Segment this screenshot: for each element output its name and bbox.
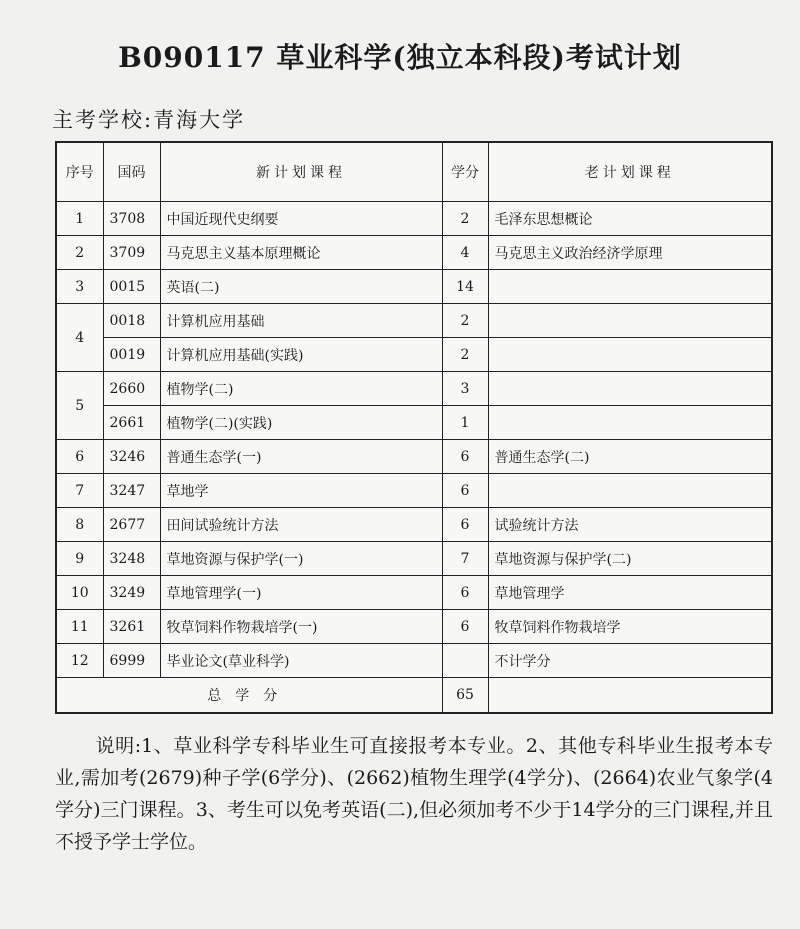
cell-old-course <box>488 372 772 406</box>
cell-code: 2660 <box>103 372 160 406</box>
cell-new-course: 计算机应用基础 <box>160 304 442 338</box>
cell-credit: 7 <box>442 542 488 576</box>
cell-old-course: 草地资源与保护学(二) <box>488 542 772 576</box>
total-empty-cell <box>488 678 772 714</box>
cell-code: 3709 <box>103 236 160 270</box>
cell-seq: 4 <box>56 304 103 372</box>
cell-credit: 14 <box>442 270 488 304</box>
cell-old-course <box>488 304 772 338</box>
cell-old-course: 牧草饲料作物栽培学 <box>488 610 772 644</box>
cell-old-course <box>488 270 772 304</box>
cell-code: 0018 <box>103 304 160 338</box>
school-label: 主考学校:青海大学 <box>52 108 246 132</box>
cell-code: 3261 <box>103 610 160 644</box>
header-credit: 学分 <box>442 142 488 202</box>
cell-credit: 2 <box>442 304 488 338</box>
cell-new-course: 植物学(二) <box>160 372 442 406</box>
total-label: 总学分 <box>56 678 442 714</box>
table-row <box>56 236 772 270</box>
cell-old-course <box>488 474 772 508</box>
cell-code: 3708 <box>103 202 160 236</box>
table-header-row <box>56 142 772 202</box>
cell-code: 3248 <box>103 542 160 576</box>
table-row <box>56 542 772 576</box>
cell-code: 0019 <box>103 338 160 372</box>
cell-new-course: 普通生态学(一) <box>160 440 442 474</box>
cell-new-course: 毕业论文(草业科学) <box>160 644 442 678</box>
cell-new-course: 草地管理学(一) <box>160 576 442 610</box>
cell-code: 3249 <box>103 576 160 610</box>
cell-seq: 2 <box>56 236 103 270</box>
cell-credit: 6 <box>442 508 488 542</box>
cell-new-course: 植物学(二)(实践) <box>160 406 442 440</box>
cell-new-course: 田间试验统计方法 <box>160 508 442 542</box>
cell-new-course: 草地学 <box>160 474 442 508</box>
cell-new-course: 草地资源与保护学(一) <box>160 542 442 576</box>
cell-seq: 8 <box>56 508 103 542</box>
cell-credit: 2 <box>442 202 488 236</box>
cell-seq: 5 <box>56 372 103 440</box>
total-row <box>56 678 772 714</box>
cell-credit: 4 <box>442 236 488 270</box>
table-row <box>56 610 772 644</box>
cell-seq: 9 <box>56 542 103 576</box>
cell-new-course: 中国近现代史纲要 <box>160 202 442 236</box>
cell-old-course: 马克思主义政治经济学原理 <box>488 236 772 270</box>
table-row <box>56 270 772 304</box>
header-code: 国码 <box>103 142 160 202</box>
header-seq: 序号 <box>56 142 103 202</box>
cell-old-course: 草地管理学 <box>488 576 772 610</box>
cell-seq: 11 <box>56 610 103 644</box>
cell-code: 6999 <box>103 644 160 678</box>
cell-new-course: 牧草饲料作物栽培学(一) <box>160 610 442 644</box>
cell-credit <box>442 644 488 678</box>
cell-seq: 12 <box>56 644 103 678</box>
exam-plan-table <box>55 141 773 714</box>
cell-credit: 6 <box>442 474 488 508</box>
cell-credit: 2 <box>442 338 488 372</box>
table-row <box>56 508 772 542</box>
cell-seq: 1 <box>56 202 103 236</box>
cell-credit: 6 <box>442 610 488 644</box>
table-row <box>56 338 772 372</box>
cell-old-course: 试验统计方法 <box>488 508 772 542</box>
table-row <box>56 474 772 508</box>
table-row <box>56 304 772 338</box>
cell-credit: 6 <box>442 440 488 474</box>
note-text: 说明:1、草业科学专科毕业生可直接报考本专业。2、其他专科毕业生报考本专业,需加考(2679)种子学(6学分)、(2662)植物生理学(4学分)、(2664)农业气象学(4学分)三门课程。3、考生可以免考英语(二),但必须加考不少于14学分的三门课程,并且不授予学士学位。 <box>55 735 773 853</box>
header-new-course: 新计划课程 <box>160 142 442 202</box>
table-row <box>56 644 772 678</box>
cell-seq: 3 <box>56 270 103 304</box>
table-row <box>56 202 772 236</box>
cell-old-course: 毛泽东思想概论 <box>488 202 772 236</box>
cell-old-course: 不计学分 <box>488 644 772 678</box>
cell-new-course: 马克思主义基本原理概论 <box>160 236 442 270</box>
table-row <box>56 440 772 474</box>
table-row <box>56 372 772 406</box>
cell-credit: 3 <box>442 372 488 406</box>
cell-new-course: 英语(二) <box>160 270 442 304</box>
cell-code: 2677 <box>103 508 160 542</box>
cell-old-course <box>488 338 772 372</box>
cell-new-course: 计算机应用基础(实践) <box>160 338 442 372</box>
page-title: B090117 草业科学(独立本科段)考试计划 <box>118 41 682 74</box>
cell-seq: 10 <box>56 576 103 610</box>
cell-seq: 7 <box>56 474 103 508</box>
cell-credit: 6 <box>442 576 488 610</box>
cell-code: 2661 <box>103 406 160 440</box>
table-row <box>56 406 772 440</box>
explanation-note <box>55 730 773 858</box>
cell-old-course <box>488 406 772 440</box>
cell-credit: 1 <box>442 406 488 440</box>
total-credit: 65 <box>442 678 488 714</box>
cell-code: 0015 <box>103 270 160 304</box>
header-old-course: 老计划课程 <box>488 142 772 202</box>
table-row <box>56 576 772 610</box>
cell-code: 3247 <box>103 474 160 508</box>
cell-code: 3246 <box>103 440 160 474</box>
cell-seq: 6 <box>56 440 103 474</box>
cell-old-course: 普通生态学(二) <box>488 440 772 474</box>
